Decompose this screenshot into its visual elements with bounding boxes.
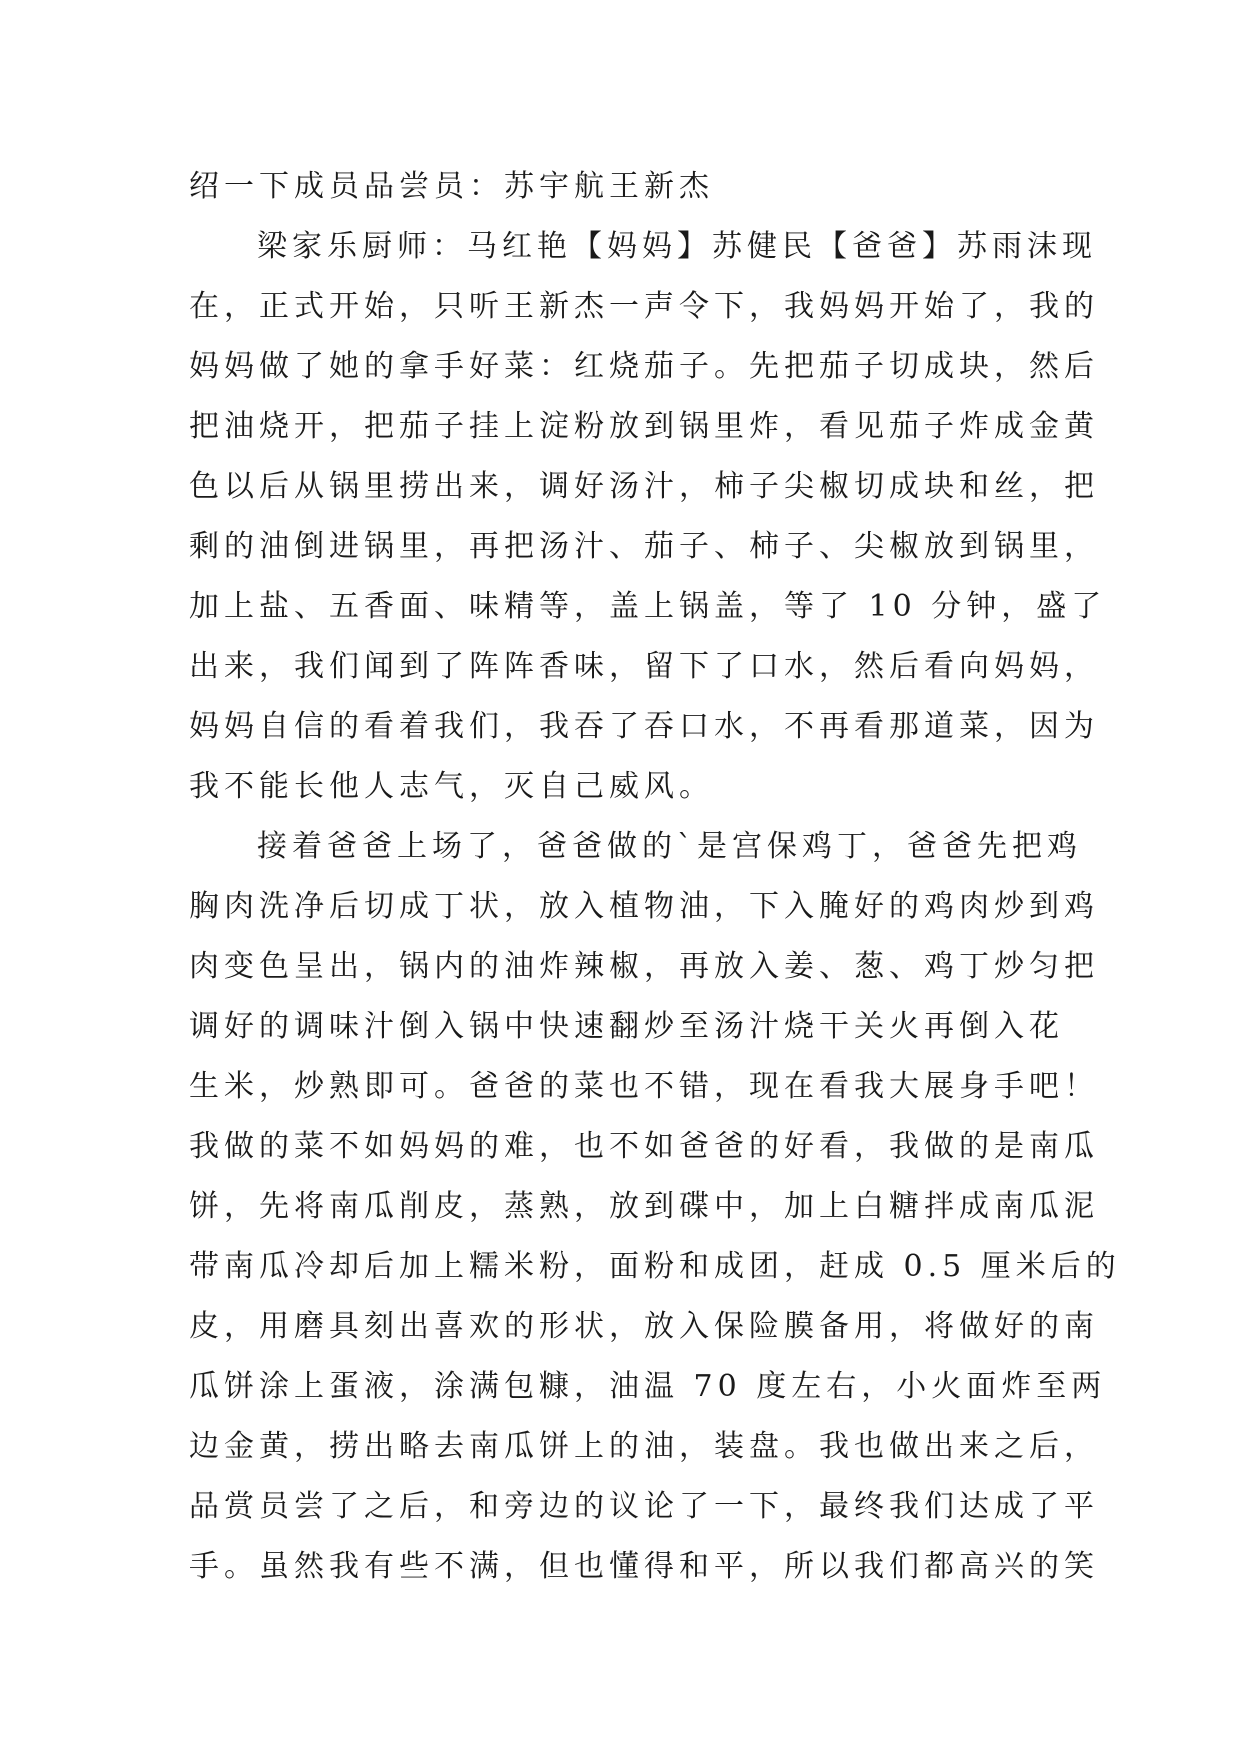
text-line: 绍一下成员品尝员：苏宇航王新杰 (189, 169, 714, 204)
text-line: 出来，我们闻到了阵阵香味，留下了口水，然后看向妈妈， (189, 649, 1099, 684)
text-line: 带南瓜冷却后加上糯米粉，面粉和成团，赶成 0.5 厘米后的 (189, 1249, 1121, 1284)
text-line: 妈妈自信的看着我们，我吞了吞口水，不再看那道菜，因为 (189, 709, 1099, 744)
text-line: 色以后从锅里捞出来，调好汤汁，柿子尖椒切成块和丝，把 (189, 469, 1099, 504)
text-line: 把油烧开，把茄子挂上淀粉放到锅里炸，看见茄子炸成金黄 (189, 409, 1099, 444)
text-line: 妈妈做了她的拿手好菜：红烧茄子。先把茄子切成块，然后 (189, 349, 1099, 384)
text-line: 品赏员尝了之后，和旁边的议论了一下，最终我们达成了平 (189, 1489, 1099, 1524)
text-line: 调好的调味汁倒入锅中快速翻炒至汤汁烧干关火再倒入花 (189, 1009, 1064, 1044)
text-line: 瓜饼涂上蛋液，涂满包糠，油温 70 度左右，小火面炸至两 (189, 1369, 1107, 1404)
paragraph-start-line: 梁家乐厨师：马红艳【妈妈】苏健民【爸爸】苏雨沫现 (257, 229, 1097, 264)
text-line: 我不能长他人志气，灭自己威风。 (189, 769, 714, 804)
text-line: 边金黄，捞出略去南瓜饼上的油，装盘。我也做出来之后， (189, 1429, 1099, 1464)
text-line: 我做的菜不如妈妈的难，也不如爸爸的好看，我做的是南瓜 (189, 1129, 1099, 1164)
text-line: 饼，先将南瓜削皮，蒸熟，放到碟中，加上白糖拌成南瓜泥 (189, 1189, 1099, 1224)
body-text (189, 157, 1121, 1597)
text-line: 剩的油倒进锅里，再把汤汁、茄子、柿子、尖椒放到锅里， (189, 529, 1099, 564)
text-line: 手。虽然我有些不满，但也懂得和平，所以我们都高兴的笑 (189, 1549, 1099, 1584)
text-line: 肉变色呈出，锅内的油炸辣椒，再放入姜、葱、鸡丁炒匀把 (189, 949, 1099, 984)
text-line: 生米，炒熟即可。爸爸的菜也不错，现在看我大展身手吧！ (189, 1069, 1099, 1104)
text-line: 加上盐、五香面、味精等，盖上锅盖，等了 10 分钟，盛了 (189, 589, 1107, 624)
paragraph-start-line: 接着爸爸上场了，爸爸做的`是宫保鸡丁，爸爸先把鸡 (257, 829, 1082, 864)
text-line: 皮，用磨具刻出喜欢的形状，放入保险膜备用，将做好的南 (189, 1309, 1099, 1344)
text-line: 胸肉洗净后切成丁状，放入植物油，下入腌好的鸡肉炒到鸡 (189, 889, 1099, 924)
text-line: 在，正式开始，只听王新杰一声令下，我妈妈开始了，我的 (189, 289, 1099, 324)
